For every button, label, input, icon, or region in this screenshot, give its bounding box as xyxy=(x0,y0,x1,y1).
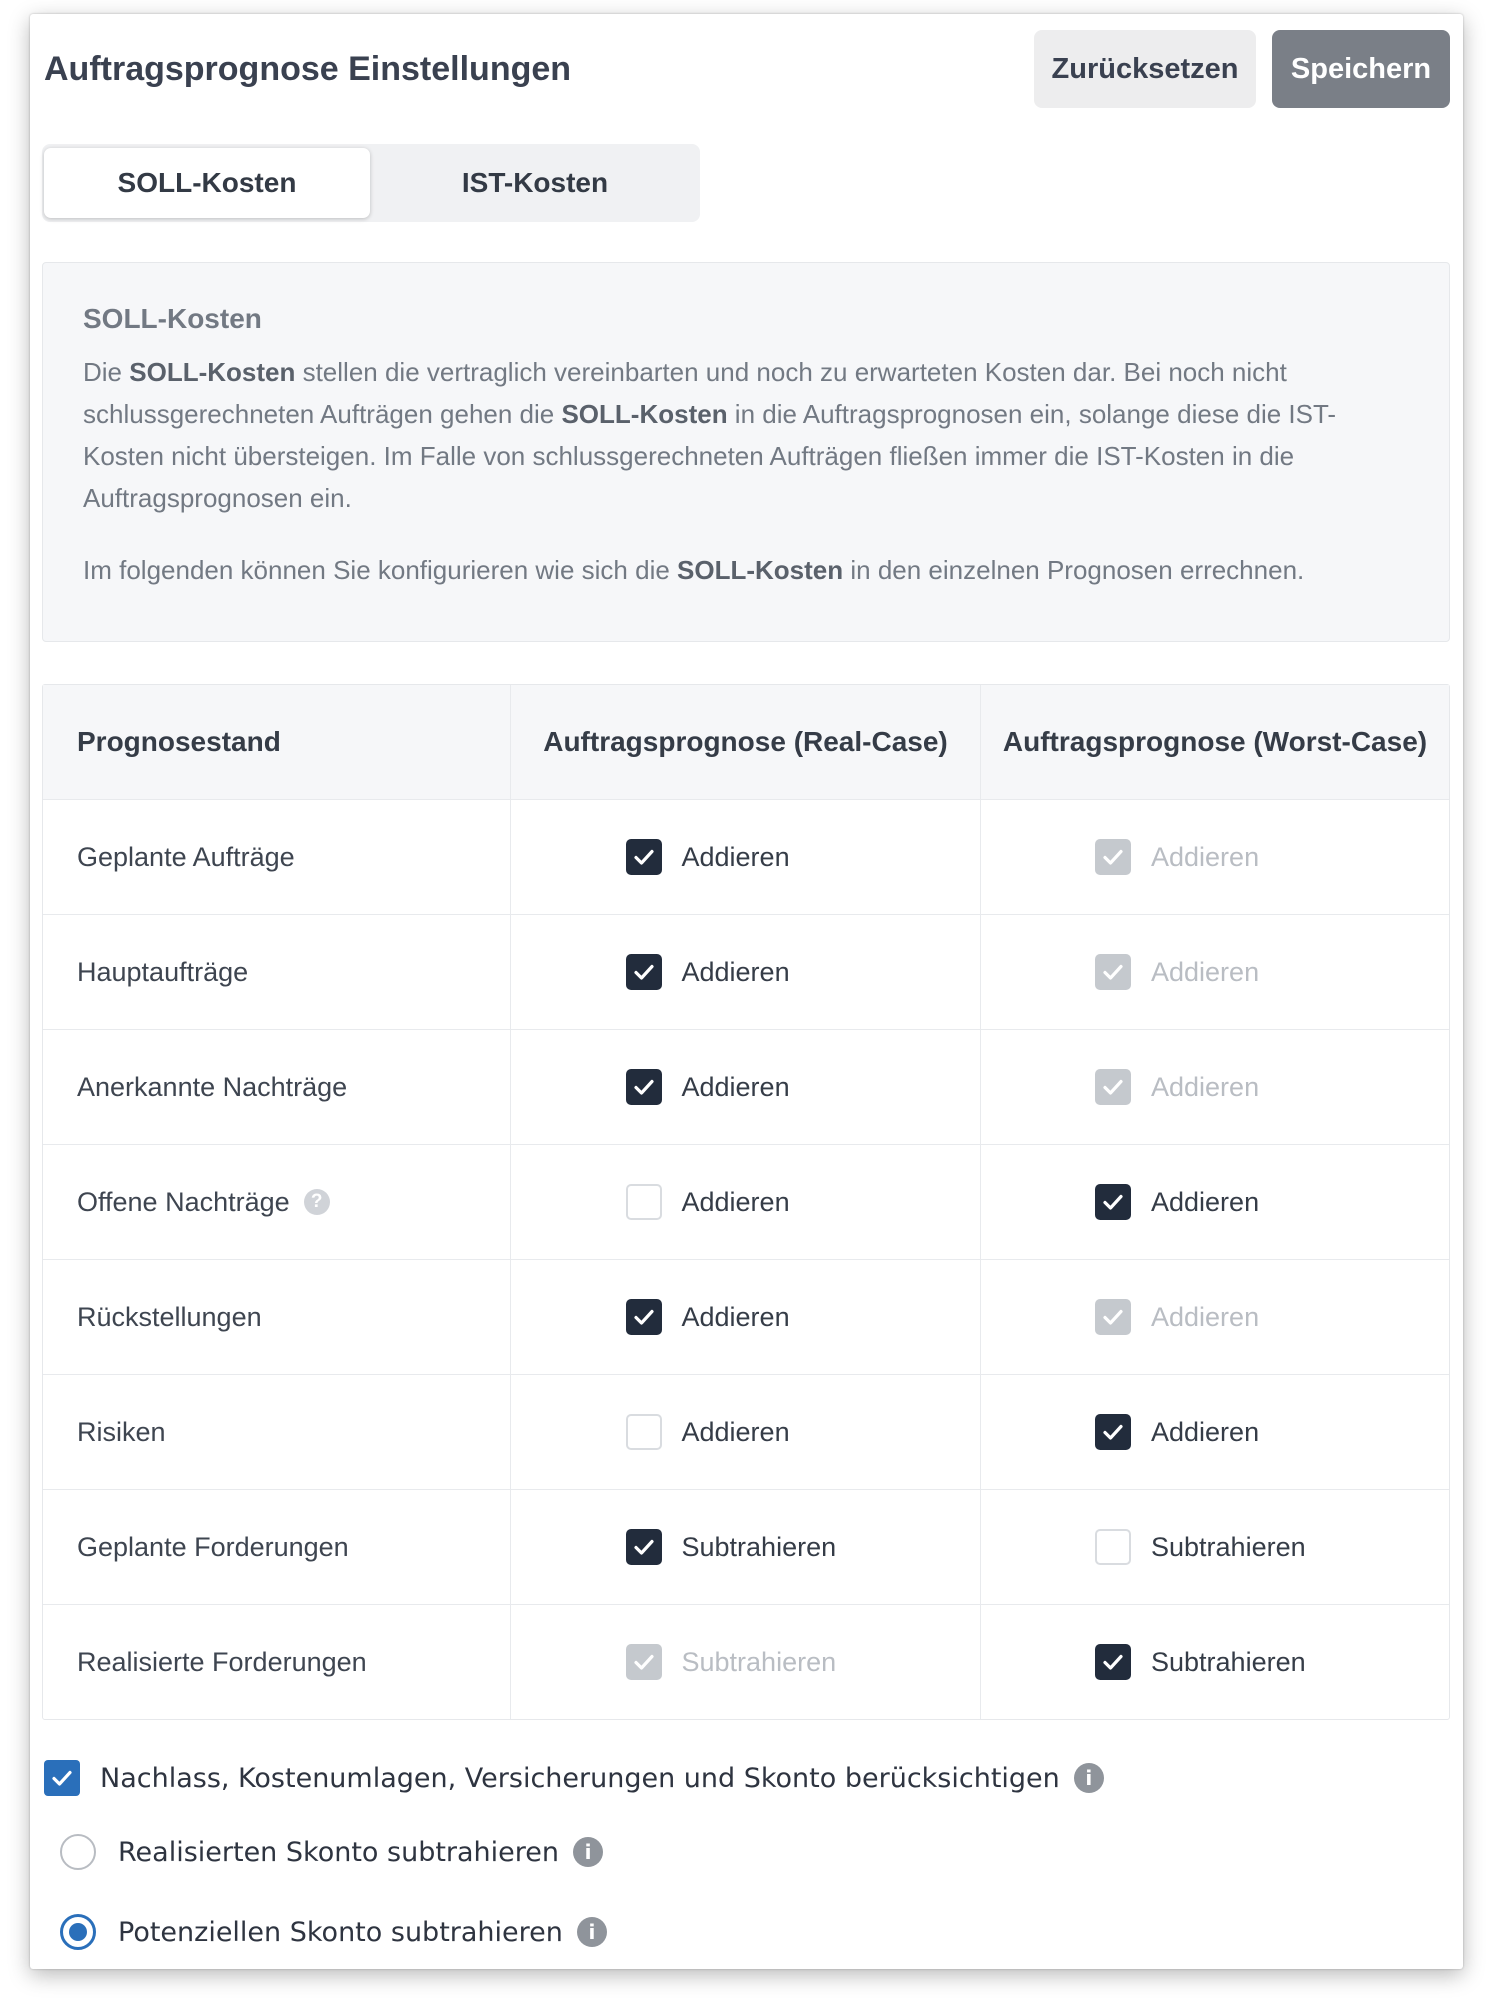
table-row xyxy=(43,1489,1449,1604)
checkbox xyxy=(1095,954,1131,990)
worst-case-cell xyxy=(981,915,1449,1029)
checkbox xyxy=(626,1644,662,1680)
radio-label-potential: Potenziellen Skonto subtrahieren xyxy=(118,1916,563,1948)
check-icon xyxy=(1101,1075,1125,1099)
real-case-cell xyxy=(511,1490,981,1604)
discount-option[interactable] xyxy=(44,1760,1104,1796)
option-label: Addieren xyxy=(1151,841,1260,872)
worst-case-cell xyxy=(981,1490,1449,1604)
info-icon[interactable]: i xyxy=(573,1837,603,1867)
info-text: in den einzelnen Prognosen errechnen. xyxy=(843,555,1305,585)
page-title: Auftragsprognose Einstellungen xyxy=(44,50,572,88)
info-bold: SOLL-Kosten xyxy=(677,555,844,585)
row-label: Geplante Forderungen xyxy=(77,1531,349,1562)
info-text: stellen die vertraglich vereinbarten und noch zu erwarteten Kosten dar. Bei noch nicht schlussgerechneten Aufträgen gehen die xyxy=(83,357,1287,429)
row-label: Anerkannte Nachträge xyxy=(77,1071,348,1102)
worst-case-cell xyxy=(981,800,1449,914)
row-label-cell xyxy=(43,915,511,1029)
worst-case-cell xyxy=(981,1030,1449,1144)
option-label: Subtrahieren xyxy=(681,1646,837,1677)
option-checkbox[interactable] xyxy=(626,1299,866,1335)
column-header-worst-case: Auftragsprognose (Worst-Case) xyxy=(1002,726,1428,757)
table-row xyxy=(43,1144,1449,1259)
option-label: Addieren xyxy=(1151,956,1260,987)
row-label: Geplante Aufträge xyxy=(77,841,295,872)
table-row xyxy=(43,799,1449,914)
table-row xyxy=(43,1374,1449,1489)
option-checkbox[interactable] xyxy=(626,954,866,990)
table-body xyxy=(43,799,1449,1719)
row-label: Offene Nachträge xyxy=(77,1186,290,1217)
discount-label: Nachlass, Kostenumlagen, Versicherungen und Skonto berücksichtigen xyxy=(100,1762,1060,1794)
option-checkbox[interactable] xyxy=(1095,1184,1335,1220)
check-icon xyxy=(1101,960,1125,984)
option-label: Addieren xyxy=(1151,1301,1260,1332)
row-label-cell xyxy=(43,1145,511,1259)
checkbox[interactable] xyxy=(626,1414,662,1450)
checkbox[interactable] xyxy=(626,1529,662,1565)
radio-button-selected[interactable] xyxy=(60,1914,96,1950)
check-icon xyxy=(632,1305,656,1329)
option-checkbox[interactable] xyxy=(1095,1529,1335,1565)
row-label: Risiken xyxy=(77,1416,166,1447)
option-label: Addieren xyxy=(681,956,790,987)
check-icon xyxy=(1101,845,1125,869)
checkbox[interactable] xyxy=(1095,1414,1131,1450)
worst-case-cell xyxy=(981,1145,1449,1259)
checkbox xyxy=(1095,1299,1131,1335)
radio-realized-discount[interactable] xyxy=(60,1834,603,1870)
check-icon xyxy=(1101,1420,1125,1444)
option-checkbox xyxy=(1095,1299,1335,1335)
info-text: Im folgenden können Sie konfigurieren wie sich die xyxy=(83,555,678,585)
reset-button[interactable]: Zurücksetzen xyxy=(1034,30,1256,108)
row-label: Hauptaufträge xyxy=(77,956,249,987)
check-icon xyxy=(632,960,656,984)
option-label: Addieren xyxy=(1151,1186,1260,1217)
real-case-cell xyxy=(511,1030,981,1144)
check-icon xyxy=(632,1075,656,1099)
info-paragraph-1 xyxy=(83,351,1409,519)
checkbox[interactable] xyxy=(1095,1644,1131,1680)
info-panel xyxy=(42,262,1450,642)
check-icon xyxy=(1101,1650,1125,1674)
row-label-cell xyxy=(43,1375,511,1489)
save-button[interactable]: Speichern xyxy=(1272,30,1450,108)
info-title: SOLL-Kosten xyxy=(83,303,262,334)
option-label: Addieren xyxy=(1151,1071,1260,1102)
real-case-cell xyxy=(511,1145,981,1259)
info-bold: SOLL-Kosten xyxy=(129,357,296,387)
cost-type-tabs xyxy=(42,144,700,222)
column-header-prognosestand: Prognosestand xyxy=(43,685,511,799)
row-label-cell xyxy=(43,1030,511,1144)
row-label-cell xyxy=(43,1490,511,1604)
option-checkbox xyxy=(626,1644,866,1680)
real-case-cell xyxy=(511,800,981,914)
option-label: Addieren xyxy=(681,1071,790,1102)
settings-window xyxy=(30,14,1463,1969)
option-label: Addieren xyxy=(681,1416,790,1447)
check-icon xyxy=(632,1535,656,1559)
checkbox[interactable] xyxy=(626,954,662,990)
column-header-real-case: Auftragsprognose (Real-Case) xyxy=(511,685,981,799)
discount-checkbox[interactable] xyxy=(44,1760,80,1796)
table-header-row xyxy=(43,685,1449,799)
option-label: Addieren xyxy=(1151,1416,1260,1447)
checkbox[interactable] xyxy=(626,839,662,875)
check-icon xyxy=(632,1650,656,1674)
option-label: Subtrahieren xyxy=(1151,1531,1306,1562)
info-icon[interactable]: i xyxy=(577,1917,607,1947)
worst-case-cell xyxy=(981,1375,1449,1489)
row-label: Realisierte Forderungen xyxy=(77,1646,367,1677)
radio-button-unselected[interactable] xyxy=(60,1834,96,1870)
option-checkbox[interactable] xyxy=(1095,1644,1335,1680)
info-text: in die Auftragsprognosen ein, solange diese die IST-Kosten nicht übersteigen. Im Falle von schlussgerechneten Aufträgen fließen immer die IST-Kosten in die Auftragsprognosen ein. xyxy=(83,399,1337,513)
row-label: Rückstellungen xyxy=(77,1301,262,1332)
checkbox[interactable] xyxy=(626,1299,662,1335)
option-checkbox[interactable] xyxy=(626,1069,866,1105)
row-label-cell xyxy=(43,800,511,914)
option-label: Addieren xyxy=(681,841,790,872)
option-checkbox[interactable] xyxy=(626,1184,866,1220)
check-icon xyxy=(1101,1190,1125,1214)
tab-soll-kosten[interactable]: SOLL-Kosten xyxy=(44,148,370,218)
row-label-cell xyxy=(43,1605,511,1719)
checkbox[interactable] xyxy=(1095,1184,1131,1220)
real-case-cell xyxy=(511,1375,981,1489)
checkbox[interactable] xyxy=(626,1069,662,1105)
checkbox xyxy=(1095,1069,1131,1105)
real-case-cell xyxy=(511,1260,981,1374)
real-case-cell xyxy=(511,1605,981,1719)
checkbox[interactable] xyxy=(626,1184,662,1220)
option-checkbox xyxy=(1095,954,1335,990)
table-row xyxy=(43,914,1449,1029)
option-label: Addieren xyxy=(681,1301,790,1332)
option-checkbox xyxy=(1095,839,1335,875)
check-icon xyxy=(50,1766,74,1790)
info-icon[interactable]: i xyxy=(1074,1763,1104,1793)
option-label: Subtrahieren xyxy=(681,1531,837,1562)
info-bold: SOLL-Kosten xyxy=(561,399,728,429)
forecast-table xyxy=(42,684,1450,1720)
option-label: Addieren xyxy=(681,1186,790,1217)
worst-case-cell xyxy=(981,1605,1449,1719)
table-row xyxy=(43,1259,1449,1374)
info-paragraph-2 xyxy=(83,549,1409,591)
checkbox[interactable] xyxy=(1095,1529,1131,1565)
option-checkbox[interactable] xyxy=(626,839,866,875)
table-row xyxy=(43,1604,1449,1719)
radio-potential-discount[interactable] xyxy=(60,1914,607,1950)
help-icon[interactable]: ? xyxy=(304,1189,330,1215)
check-icon xyxy=(632,845,656,869)
option-checkbox[interactable] xyxy=(626,1529,866,1565)
option-checkbox xyxy=(1095,1069,1335,1105)
option-checkbox[interactable] xyxy=(1095,1414,1335,1450)
option-checkbox[interactable] xyxy=(626,1414,866,1450)
option-label: Subtrahieren xyxy=(1151,1646,1306,1677)
radio-label-realized: Realisierten Skonto subtrahieren xyxy=(118,1836,560,1868)
info-text: Die xyxy=(83,357,130,387)
table-row xyxy=(43,1029,1449,1144)
row-label-cell xyxy=(43,1260,511,1374)
check-icon xyxy=(1101,1305,1125,1329)
tab-ist-kosten[interactable]: IST-Kosten xyxy=(461,167,609,198)
checkbox xyxy=(1095,839,1131,875)
worst-case-cell xyxy=(981,1260,1449,1374)
real-case-cell xyxy=(511,915,981,1029)
